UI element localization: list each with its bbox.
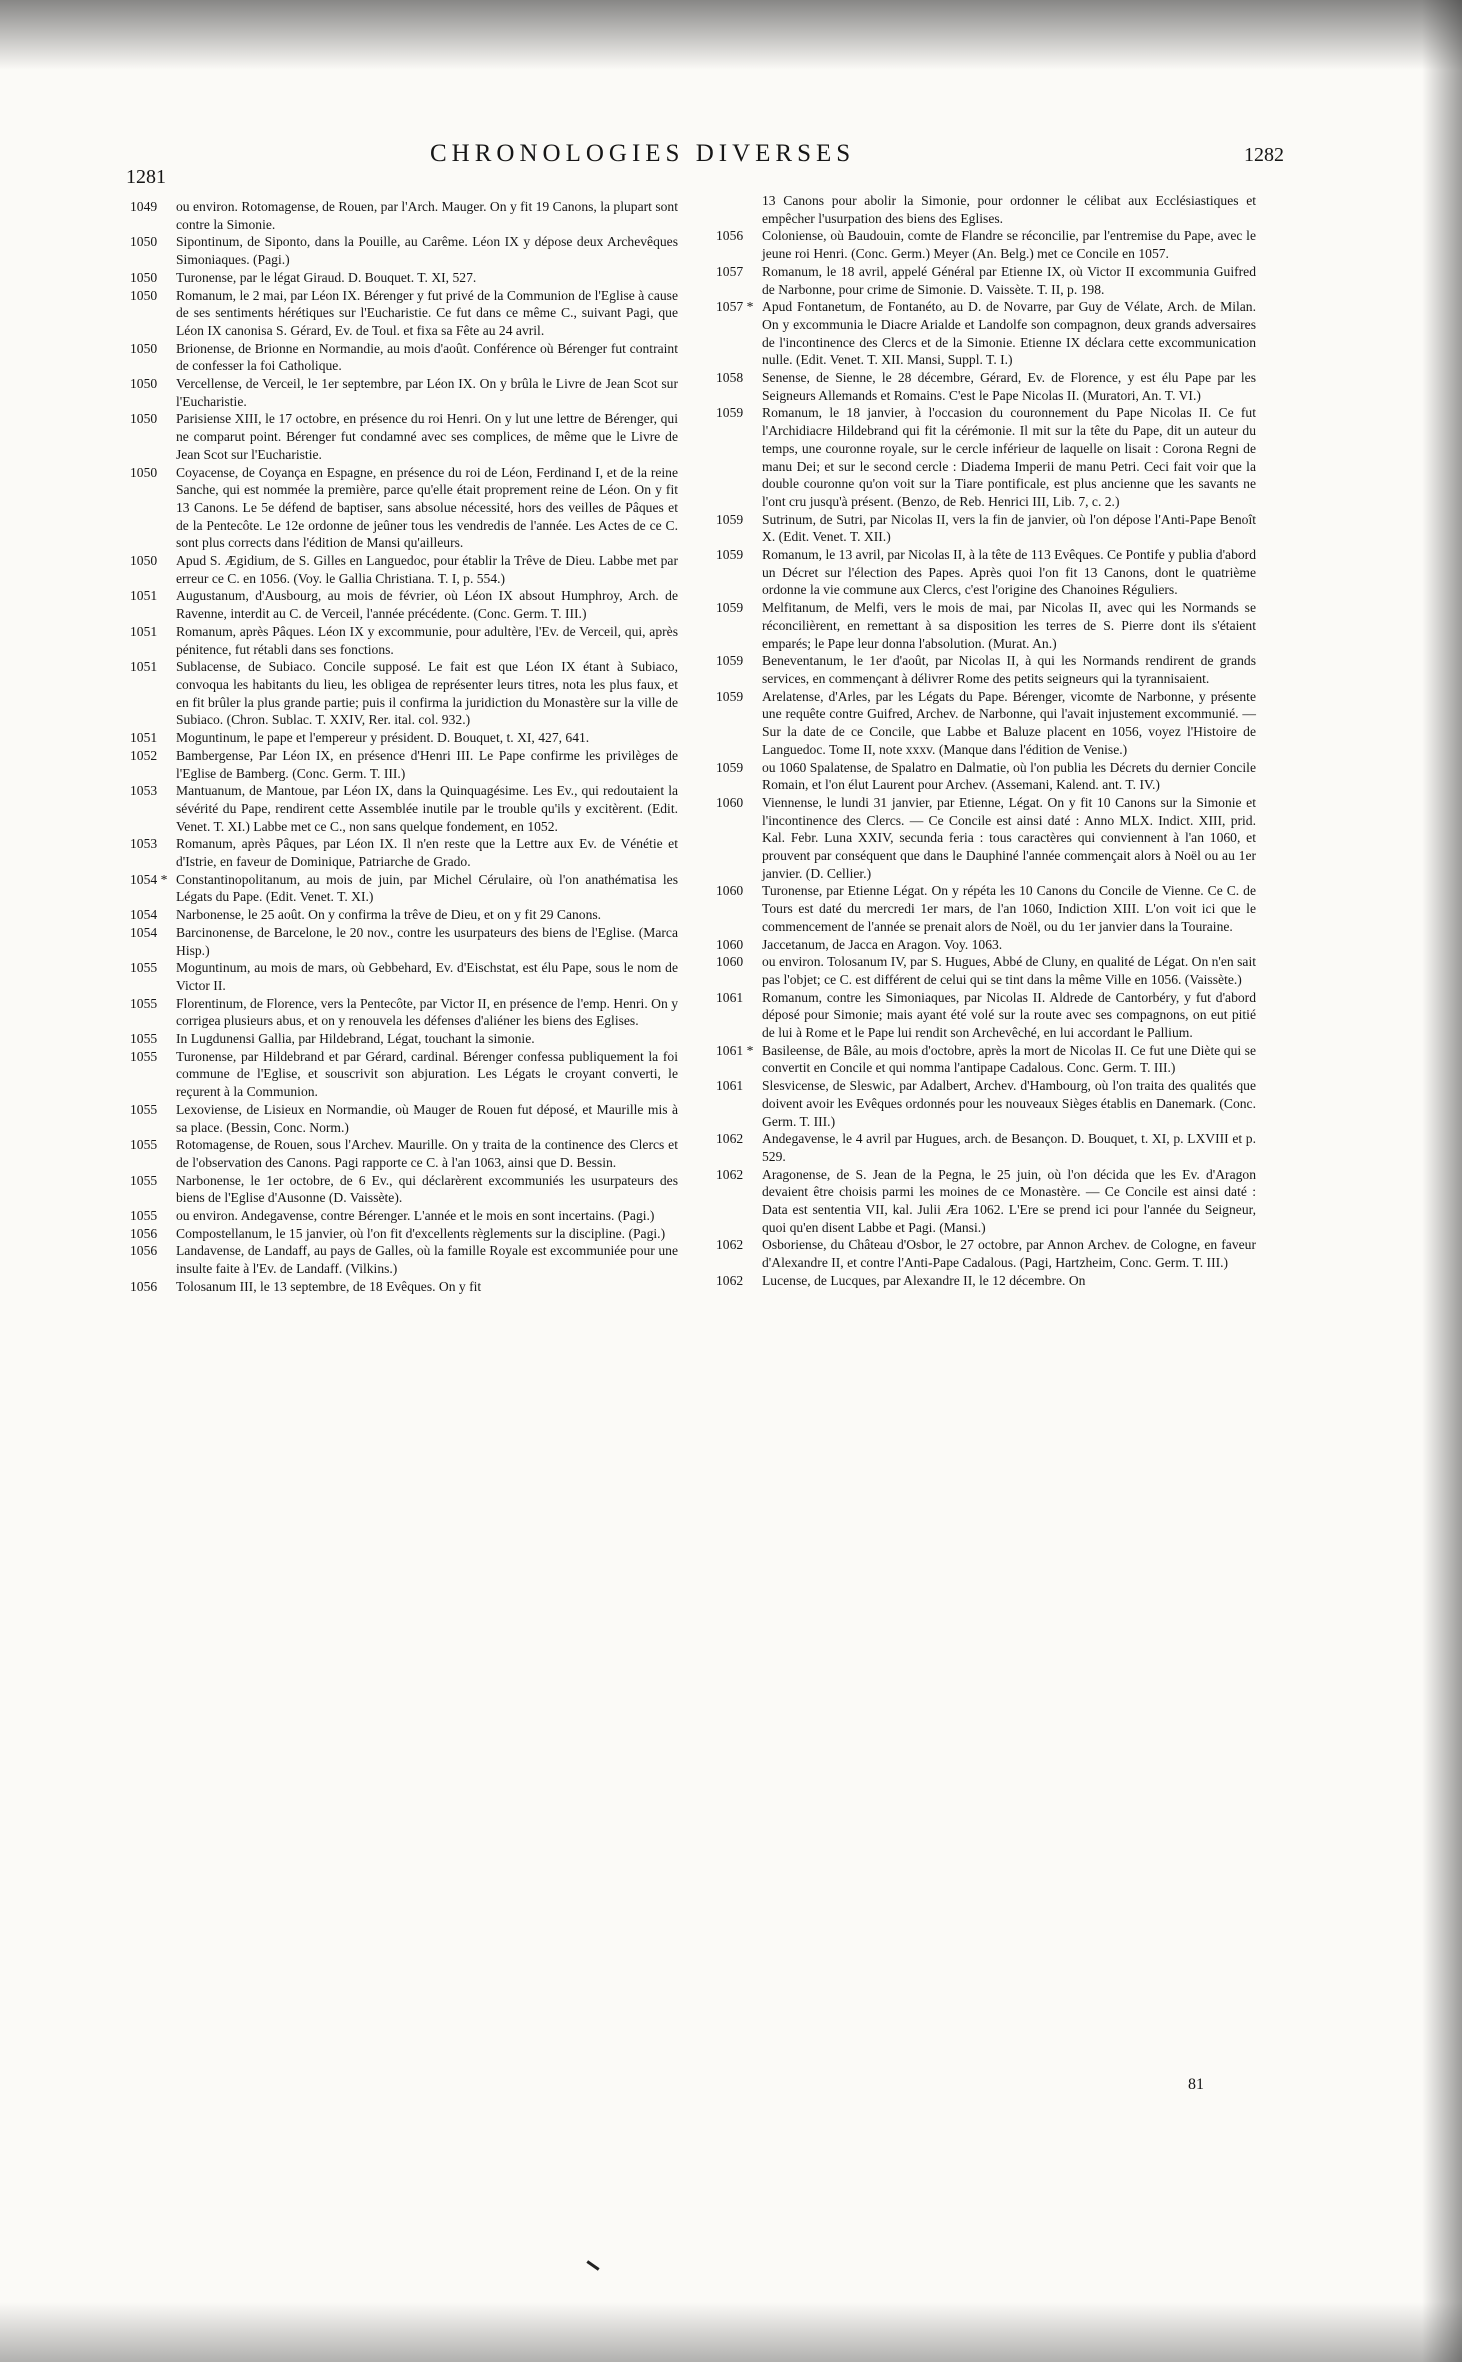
entry-text: Romanum, le 18 avril, appelé Général par Etienne IX, où Victor II excommunia Guifred de Narbonne, pour crime de Simonie. D. Vaissète. T. II, p. 198. (762, 263, 1256, 297)
entry-year: 1055 (130, 1208, 158, 1224)
entry-text: ou environ. Tolosanum IV, par S. Hugues, Abbé de Cluny, en qualité de Légat. On n'en sait pas l'objet; ce C. est différent de celui qui se tint dans la même Ville en 1056. (Vaissète.) (762, 954, 1256, 987)
entry-year: 1060 (716, 794, 744, 810)
entry-text: Turonense, par Hildebrand et par Gérard, cardinal. Bérenger confessa publiquement la foi commune de l'Eglise, et souscrivit son abjuration. Les Légats le croyant converti, le reçurent à la Communion. (176, 1048, 678, 1100)
chronology-entry (130, 782, 678, 835)
chronology-entry (716, 298, 1256, 369)
chronology-entry (130, 995, 678, 1030)
entry-year: 1053 (130, 836, 158, 852)
entry-year: 1056 (130, 1225, 158, 1241)
entry-year: 1056 (716, 228, 744, 244)
chronology-entry (130, 552, 678, 587)
entry-text: Tolosanum III, le 13 septembre, de 18 Evêques. On y fit (176, 1278, 482, 1294)
entry-text: Rotomagense, de Rouen, sous l'Archev. Maurille. On y traita de la continence des Clercs et de l'observation des Canons. Pagi rapporte ce C. à l'an 1063, ainsi que D. Bessin. (176, 1137, 678, 1170)
entry-text: Constantinopolitanum, au mois de juin, par Michel Cérulaire, où l'on anathématisa les Légats du Pape. (Edit. Venet. T. XI.) (176, 871, 678, 905)
entry-year: 1059 (716, 688, 744, 704)
entry-year: 1050 (130, 269, 158, 285)
entry-text: Barcinonense, de Barcelone, le 20 nov., contre les usurpateurs des biens de l'Eglise. (Marca Hisp.) (176, 924, 678, 958)
chronology-entry (130, 410, 678, 463)
entry-text: Sipontinum, de Siponto, dans la Pouille, au Carême. Léon IX y dépose deux Archevêques Simoniaques. (Pagi.) (176, 234, 678, 268)
entry-year: 1057 * (716, 299, 754, 315)
entry-text: Coloniense, où Baudouin, comte de Flandre se réconcilie, par l'entremise du Pape, avec le jeune roi Henri. (Conc. Germ.) Meyer (An. Belg.) met ce Concile en 1057. (762, 228, 1256, 262)
chronology-entry (130, 269, 678, 287)
left-column (130, 198, 678, 1296)
chronology-entry (130, 340, 678, 375)
chronology-entry (130, 1101, 678, 1136)
chronology-entry (130, 906, 678, 924)
entry-text: Mantuanum, de Mantoue, par Léon IX, dans la Quinquagésime. Les Ev., qui redoutaient la sévérité du Pape, rendirent cette Assemblée inutile par le trouble qu'ils y excitèrent. (Edit. Venet. T. XI.) Labbe met ce C., non sans quelque fondement, en 1052. (176, 783, 678, 834)
scan-shadow-bottom (0, 2302, 1462, 2362)
chronology-entry (130, 198, 678, 233)
chronology-entry (130, 924, 678, 959)
page-number-left: 1281 (126, 166, 166, 188)
entry-text: Beneventanum, le 1er d'août, par Nicolas II, à qui les Normands rendirent de grands services, en commençant à délivrer Rome des petits seigneurs qui la tyrannisaient. (762, 653, 1256, 686)
chronology-entry (716, 1077, 1256, 1130)
chronology-entry (130, 587, 678, 622)
running-title: CHRONOLOGIES DIVERSES (430, 140, 856, 167)
entry-year: 1051 (130, 730, 158, 746)
entry-text: In Lugdunensi Gallia, par Hildebrand, Légat, touchant la simonie. (176, 1031, 535, 1047)
entry-text: ou environ. Andegavense, contre Bérenger. L'année et le mois en sont incertains. (Pagi.) (176, 1208, 655, 1224)
column-continuation: 13 Canons pour abolir la Simonie, pour ordonner le célibat aux Ecclésiastiques et empêcher l'usurpation des biens des Eglises. (762, 193, 1256, 226)
entry-text: Landavense, de Landaff, au pays de Galles, où la famille Royale est excommuniée pour une insulte faite à l'Ev. de Landaff. (Vilkins.) (176, 1243, 678, 1277)
entry-text: Sublacense, de Subiaco. Concile supposé. Le fait est que Léon IX étant à Subiaco, convoqua les habitants du lieu, les obligea de représenter leurs titres, nota les plus faux, et en fit brûler la plus grande partie; puis il confirma la juridiction du Monastère sur la ville de Subiaco. (Chron. Sublac. T. XXIV, Rer. ital. col. 932.) (176, 659, 678, 728)
entry-text: Romanum, le 13 avril, par Nicolas II, à la tête de 113 Evêques. Ce Pontife y publia d'abord un Décret sur l'élection des Papes. Après quoi l'on fit 13 Canons, dont le quatrième ordonne la vie commune aux Clercs, c'est l'origine des Chanoines Réguliers. (762, 547, 1256, 598)
chronology-entry (716, 546, 1256, 599)
chronology-entry (716, 511, 1256, 546)
entry-text: Viennense, le lundi 31 janvier, par Etienne, Légat. On y fit 10 Canons sur la Simonie et l'incontinence des Clercs. — Ce Concile est ainsi daté : Anno MLX. Indict. XIII, prid. Kal. Febr. Luna XXIV, secunda feria : tous caractères qui conviennent à l'an 1060, et prouvent par conséquent que dans le Dauphiné l'année commençait alors à Noël ou au 1er janvier. (D. Cellier.) (762, 794, 1256, 881)
chronology-entry (130, 1225, 678, 1243)
entry-year: 1054 * (130, 871, 168, 887)
entry-year: 1057 (716, 263, 744, 279)
entry-year: 1053 (130, 783, 158, 799)
entry-text: Sutrinum, de Sutri, par Nicolas II, vers la fin de janvier, où l'on dépose l'Anti-Pape Benoît X. (Edit. Venet. T. XII.) (762, 511, 1256, 545)
entry-year: 1050 (130, 287, 158, 303)
entry-year: 1055 (130, 1137, 158, 1153)
entry-text: Moguntinum, le pape et l'empereur y président. D. Bouquet, t. XI, 427, 641. (176, 730, 590, 746)
entry-year: 1059 (716, 600, 744, 616)
entry-text: Melfitanum, de Melfi, vers le mois de mai, par Nicolas II, avec qui les Normands se réconcilièrent, en remettant à sa disposition les terres de S. Pierre dont ils s'étaient emparés; le Pape leur donna l'absolution. (Murat. An.) (762, 600, 1256, 651)
entry-year: 1050 (130, 553, 158, 569)
entry-year: 1051 (130, 659, 158, 675)
entry-text: ou 1060 Spalatense, de Spalatro en Dalmatie, où l'on publia les Décrets du dernier Concile Romain, et l'on élut Laurent pour Archev. (Assemani, Kalend. ant. T. IV.) (762, 759, 1256, 793)
entry-text: Turonense, par Etienne Légat. On y répéta les 10 Canons du Concile de Vienne. Ce C. de Tours est daté du mercredi 1er mars, de l'an 1060, Indiction XIII. L'on voit ici que le commencement de l'année se prenait alors de Noël, ou du 1er janvier dans la Touraine. (762, 883, 1256, 934)
chronology-entry (130, 287, 678, 340)
chronology-entry (716, 404, 1256, 510)
entry-text: Romanum, le 2 mai, par Léon IX. Bérenger y fut privé de la Communion de l'Eglise à cause de ses sentiments hérétiques sur l'Eucharistie. Ce fut dans ce même C., suivant Pagi, que Léon IX canonisa S. Gérard, Ev. de Toul. et fixa sa Fête au 24 avril. (176, 287, 678, 338)
entry-year: 1062 (716, 1131, 744, 1147)
entry-year: 1061 (716, 1078, 744, 1094)
chronology-entry (130, 233, 678, 268)
chronology-entry (716, 688, 1256, 759)
entry-text: Senense, de Sienne, le 28 décembre, Gérard, Ev. de Florence, y est élu Pape par les Seigneurs Allemands et Romains. C'est le Pape Nicolas II. (Muratori, An. T. VI.) (762, 370, 1256, 403)
entry-year: 1062 (716, 1237, 744, 1253)
chronology-entry (130, 1278, 678, 1296)
entry-text: Jaccetanum, de Jacca en Aragon. Voy. 1063. (762, 936, 1003, 952)
chronology-entry (716, 263, 1256, 298)
entry-year: 1058 (716, 370, 744, 386)
entry-year: 1056 (130, 1243, 158, 1259)
entry-year: 1059 (716, 511, 744, 527)
entry-year: 1055 (130, 1031, 158, 1047)
chronology-entry (130, 623, 678, 658)
entry-text: Brionense, de Brionne en Normandie, au mois d'août. Conférence où Bérenger fut contraint de confesser la foi Catholique. (176, 340, 678, 374)
chronology-entry (716, 1130, 1256, 1165)
entry-year: 1050 (130, 234, 158, 250)
chronology-entry (130, 959, 678, 994)
entry-year: 1059 (716, 547, 744, 563)
chronology-entry (716, 1166, 1256, 1237)
entry-text: Lexoviense, de Lisieux en Normandie, où Mauger de Rouen fut déposé, et Maurille mis à sa place. (Bessin, Conc. Norm.) (176, 1101, 678, 1135)
chronology-entry (716, 794, 1256, 883)
entry-text: Narbonense, le 1er octobre, de 6 Ev., qui déclarèrent excommuniés les usurpateurs des biens de l'Eglise d'Ausonne (D. Vaissète). (176, 1172, 678, 1206)
entry-year: 1055 (130, 1048, 158, 1064)
entry-year: 1050 (130, 376, 158, 392)
entry-text: Romanum, le 18 janvier, à l'occasion du couronnement du Pape Nicolas II. Ce fut l'Archidiacre Hildebrand qui fit la cérémonie. Il mit sur la tête du Pape, dit un auteur du temps, une couronne royale, sur le cercle inférieur de laquelle on lisait : Corona Regni de manu Dei; et sur le second cercle : Diadema Imperii de manu Petri. Ceci fait voir que la double couronne qu'on voit sur la Tiare pontificale, est plus ancienne que les savants ne l'ont cru jusqu'à présent. (Benzo, de Reb. Henrici III, Lib. 7, c. 2.) (762, 405, 1256, 509)
scan-shadow-top (0, 0, 1462, 70)
entry-text: Coyacense, de Coyança en Espagne, en présence du roi de Léon, Ferdinand I, et de la reine Sanche, qui est nommée la première, parce qu'elle était proprement reine de Léon. On y fit 13 Canons. Le 5e défend de baptiser, sans absolue nécessité, hors des veilles de Pâques et de la Pentecôte. Le 12e ordonne de jeûner tous les vendredis de l'année. Les Actes de ce C. sont plus corrects dans l'édition de Mansi qu'ailleurs. (176, 464, 678, 551)
chronology-entry (130, 464, 678, 553)
chronology-entry (130, 1030, 678, 1048)
chronology-entry (716, 989, 1256, 1042)
chronology-entry (130, 1048, 678, 1101)
entry-text: Turonense, par le légat Giraud. D. Bouquet. T. XI, 527. (176, 269, 477, 285)
chronology-entry (130, 835, 678, 870)
chronology-entry (130, 1242, 678, 1277)
entry-year: 1062 (716, 1166, 744, 1182)
right-column-entries (716, 227, 1256, 1289)
chronology-entry (130, 1172, 678, 1207)
entry-year: 1049 (130, 199, 158, 214)
chronology-entry (130, 729, 678, 747)
entry-year: 1054 (130, 924, 158, 940)
entry-year: 1059 (716, 759, 744, 775)
entry-year: 1062 (716, 1272, 744, 1288)
entry-text: Compostellanum, le 15 janvier, où l'on fit d'excellents règlements sur la discipline. (Pagi.) (176, 1225, 666, 1241)
chronology-entry (716, 953, 1256, 988)
entry-year: 1060 (716, 883, 744, 899)
entry-year: 1050 (130, 464, 158, 480)
entry-text: Osboriense, du Château d'Osbor, le 27 octobre, par Annon Archev. de Cologne, en faveur d'Alexandre II, et contre l'Anti-Pape Cadalous. (Pagi, Hartzheim, Conc. Germ. T. III.) (762, 1237, 1256, 1271)
entry-year: 1055 (130, 995, 158, 1011)
entry-year: 1061 * (716, 1042, 754, 1058)
entry-text: Basileense, de Bâle, au mois d'octobre, après la mort de Nicolas II. Ce fut une Diète qui se convertit en Concile et qui nomma l'antipape Cadalous. Conc. Germ. T. III.) (762, 1042, 1256, 1076)
entry-text: Aragonense, de S. Jean de la Pegna, le 25 juin, où l'on décida que les Ev. d'Aragon devaient être choisis parmi les moines de ce Monastère. — Ce Concile est ainsi daté : Data est sententia VII, kal. Julii Æra 1062. L'Ere se prend ici pour l'année du Seigneur, quoi qu'en disent Labbe et Pagi. (Mansi.) (762, 1166, 1256, 1235)
entry-text: Slesvicense, de Sleswic, par Adalbert, Archev. d'Hambourg, où l'on traita des qualités que doivent avoir les Evêques ordonnés pour les nouveaux Sièges établis en Danemark. (Conc. Germ. T. III.) (762, 1078, 1256, 1129)
entry-year: 1060 (716, 954, 744, 970)
chronology-entry (716, 652, 1256, 687)
entry-year: 1060 (716, 936, 744, 952)
right-column (716, 192, 1256, 1290)
entry-text: Apud Fontanetum, de Fontanéto, au D. de Novarre, par Guy de Vélate, Arch. de Milan. On y excommunia le Diacre Arialde et Landolfe son compagnon, deux grands adversaires de l'incontinence des Clercs et de la Simonie. Etienne IX déclara cette excommunication nulle. (Edit. Venet. T. XII. Mansi, Suppl. T. I.) (762, 299, 1256, 368)
chronology-entry (130, 1207, 678, 1225)
chronology-entry (716, 882, 1256, 935)
entry-text: Romanum, après Pâques, par Léon IX. Il n'en reste que la Lettre aux Ev. de Vénétie et d'Istrie, en faveur de Dominique, Patriarche de Grado. (176, 836, 678, 870)
chronology-entry (716, 227, 1256, 262)
entry-year: 1054 (130, 907, 158, 923)
entry-text: Narbonense, le 25 août. On y confirma la trêve de Dieu, et on y fit 29 Canons. (176, 907, 602, 923)
entry-year: 1056 (130, 1278, 158, 1294)
chronology-entry (130, 375, 678, 410)
entry-text: Andegavense, le 4 avril par Hugues, arch. de Besançon. D. Bouquet, t. XI, p. LXVIII et p. 529. (762, 1131, 1256, 1164)
page-number-right: 1282 (1244, 144, 1284, 166)
entry-year: 1050 (130, 340, 158, 356)
entry-year: 1055 (130, 1172, 158, 1188)
entry-text: Augustanum, d'Ausbourg, au mois de février, où Léon IX absout Humphroy, Arch. de Ravenne, interdit au C. de Verceil, l'année précédente. (Conc. Germ. T. III.) (176, 588, 678, 622)
chronology-entry (130, 658, 678, 729)
entry-text: Romanum, contre les Simoniaques, par Nicolas II. Aldrede de Cantorbéry, y fut d'abord déposé pour Simonie; mais ayant été volé sur la route avec ses compagnons, on eut pitié de lui à Rome et le Pape lui rendit son Archevêché, en lui accordant le Pallium. (762, 989, 1256, 1041)
entry-text: Lucense, de Lucques, par Alexandre II, le 12 décembre. On (762, 1272, 1086, 1288)
chronology-entry (716, 599, 1256, 652)
entry-year: 1061 (716, 989, 744, 1005)
chronology-entry (716, 936, 1256, 954)
entry-text: Moguntinum, au mois de mars, où Gebbehard, Ev. d'Eischstat, est élu Pape, sous le nom de Victor II. (176, 960, 678, 993)
entry-year: 1052 (130, 747, 158, 763)
entry-year: 1050 (130, 411, 158, 427)
chronology-entry (130, 1136, 678, 1171)
entry-text: Apud S. Ægidium, de S. Gilles en Languedoc, pour établir la Trêve de Dieu. Labbe met par erreur ce C. en 1056. (Voy. le Gallia Christiana. T. I, p. 554.) (176, 553, 678, 586)
chronology-entry (716, 759, 1256, 794)
entry-year: 1055 (130, 1101, 158, 1117)
entry-text: Vercellense, de Verceil, le 1er septembre, par Léon IX. On y brûla le Livre de Jean Scot sur l'Eucharistie. (176, 376, 678, 409)
scan-shadow-right (1422, 0, 1462, 2362)
chronology-entry (716, 369, 1256, 404)
entry-year: 1051 (130, 623, 158, 639)
chronology-entry (130, 871, 678, 906)
entry-text: Parisiense XIII, le 17 octobre, en présence du roi Henri. On y lut une lettre de Bérenger, qui ne comparut point. Bérenger fut condamné avec ses complices, de même que le Livre de Jean Scot sur l'Eucharistie. (176, 411, 678, 462)
entry-text: Florentinum, de Florence, vers la Pentecôte, par Victor II, en présence de l'emp. Henri. On y corrigea plusieurs abus, et on y renouvela les défenses d'aliéner les biens des Eglises. (176, 995, 678, 1029)
entry-text: Romanum, après Pâques. Léon IX y excommunie, pour adultère, l'Ev. de Verceil, qui, après pénitence, fut rétabli dans ses fonctions. (176, 623, 678, 657)
entry-year: 1059 (716, 405, 744, 421)
scan-mark (586, 2260, 599, 2270)
chronology-entry (716, 1236, 1256, 1271)
entry-year: 1051 (130, 588, 158, 604)
entry-year: 1059 (716, 653, 744, 669)
chronology-entry (716, 1042, 1256, 1077)
folio-number: 81 (1188, 2076, 1204, 2093)
chronology-entry (716, 1272, 1256, 1290)
chronology-entry (130, 747, 678, 782)
entry-text: Bambergense, Par Léon IX, en présence d'Henri III. Le Pape confirme les privilèges de l'Eglise de Bamberg. (Conc. Germ. T. III.) (176, 747, 678, 781)
page-header (120, 138, 1284, 188)
entry-year: 1055 (130, 960, 158, 976)
entry-text: Arelatense, d'Arles, par les Légats du Pape. Bérenger, vicomte de Narbonne, y présente une requête contre Guifred, Archev. de Narbonne, qui l'avait injustement excommunié. — Sur la date de ce Concile, que Labbe et Baluze placent en 1056, voyez l'Histoire de Languedoc. Tome II, note xxxv. (Manque dans l'édition de Venise.) (762, 688, 1256, 757)
entry-text: ou environ. Rotomagense, de Rouen, par l'Arch. Mauger. On y fit 19 Canons, la plupart sont contre la Simonie. (176, 199, 678, 232)
